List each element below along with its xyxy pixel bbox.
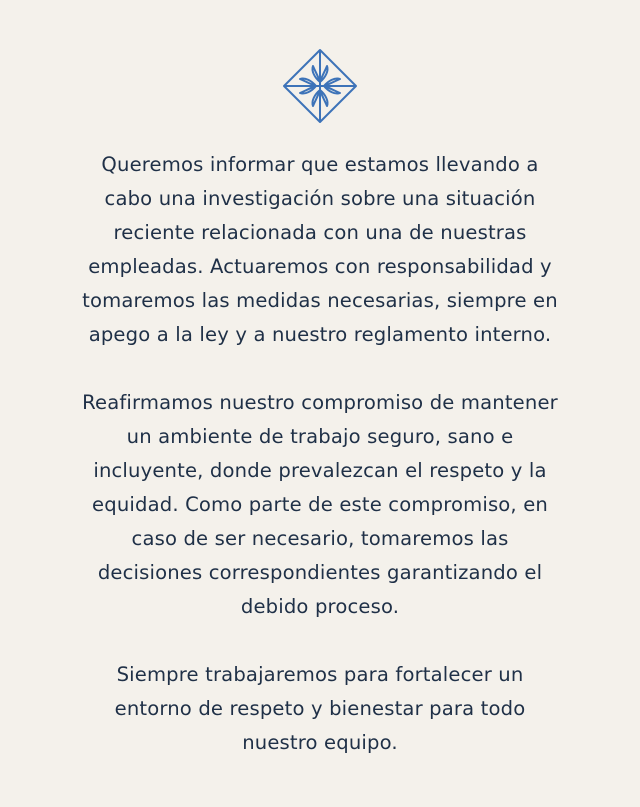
statement-line: debido proceso. bbox=[240, 595, 400, 618]
statement-line: Queremos informar que estamos llevando a bbox=[101, 153, 539, 176]
statement-line: empleadas. Actuaremos con responsabilidad y bbox=[88, 255, 552, 278]
statement-line: nuestro equipo. bbox=[242, 731, 398, 754]
statement-line: Siempre trabajaremos para fortalecer un bbox=[116, 663, 524, 686]
statement-line: equidad. Como parte de este compromiso, en bbox=[92, 493, 548, 516]
statement-paragraph-2 bbox=[52, 386, 588, 624]
statement-paragraph-1 bbox=[52, 148, 588, 352]
logo-graphic bbox=[282, 48, 358, 124]
statement-paragraph-3 bbox=[52, 658, 588, 760]
statement-line: entorno de respeto y bienestar para todo bbox=[114, 697, 526, 720]
statement-line: Reafirmamos nuestro compromiso de mantener bbox=[82, 391, 558, 414]
statement-line: tomaremos las medidas necesarias, siempre en bbox=[82, 289, 558, 312]
statement-line: decisiones correspondientes garantizando el bbox=[97, 561, 543, 584]
statement-line: caso de ser necesario, tomaremos las bbox=[131, 527, 509, 550]
statement-line: incluyente, donde prevalezcan el respeto y la bbox=[93, 459, 547, 482]
diamond-flower-logo-icon bbox=[282, 48, 358, 124]
statement-line: cabo una investigación sobre una situación bbox=[104, 187, 536, 210]
statement-line: reciente relacionada con una de nuestras bbox=[113, 221, 527, 244]
statement-line: un ambiente de trabajo seguro, sano e bbox=[126, 425, 514, 448]
statement-body bbox=[52, 148, 588, 760]
statement-line: apego a la ley y a nuestro reglamento interno. bbox=[88, 323, 552, 346]
